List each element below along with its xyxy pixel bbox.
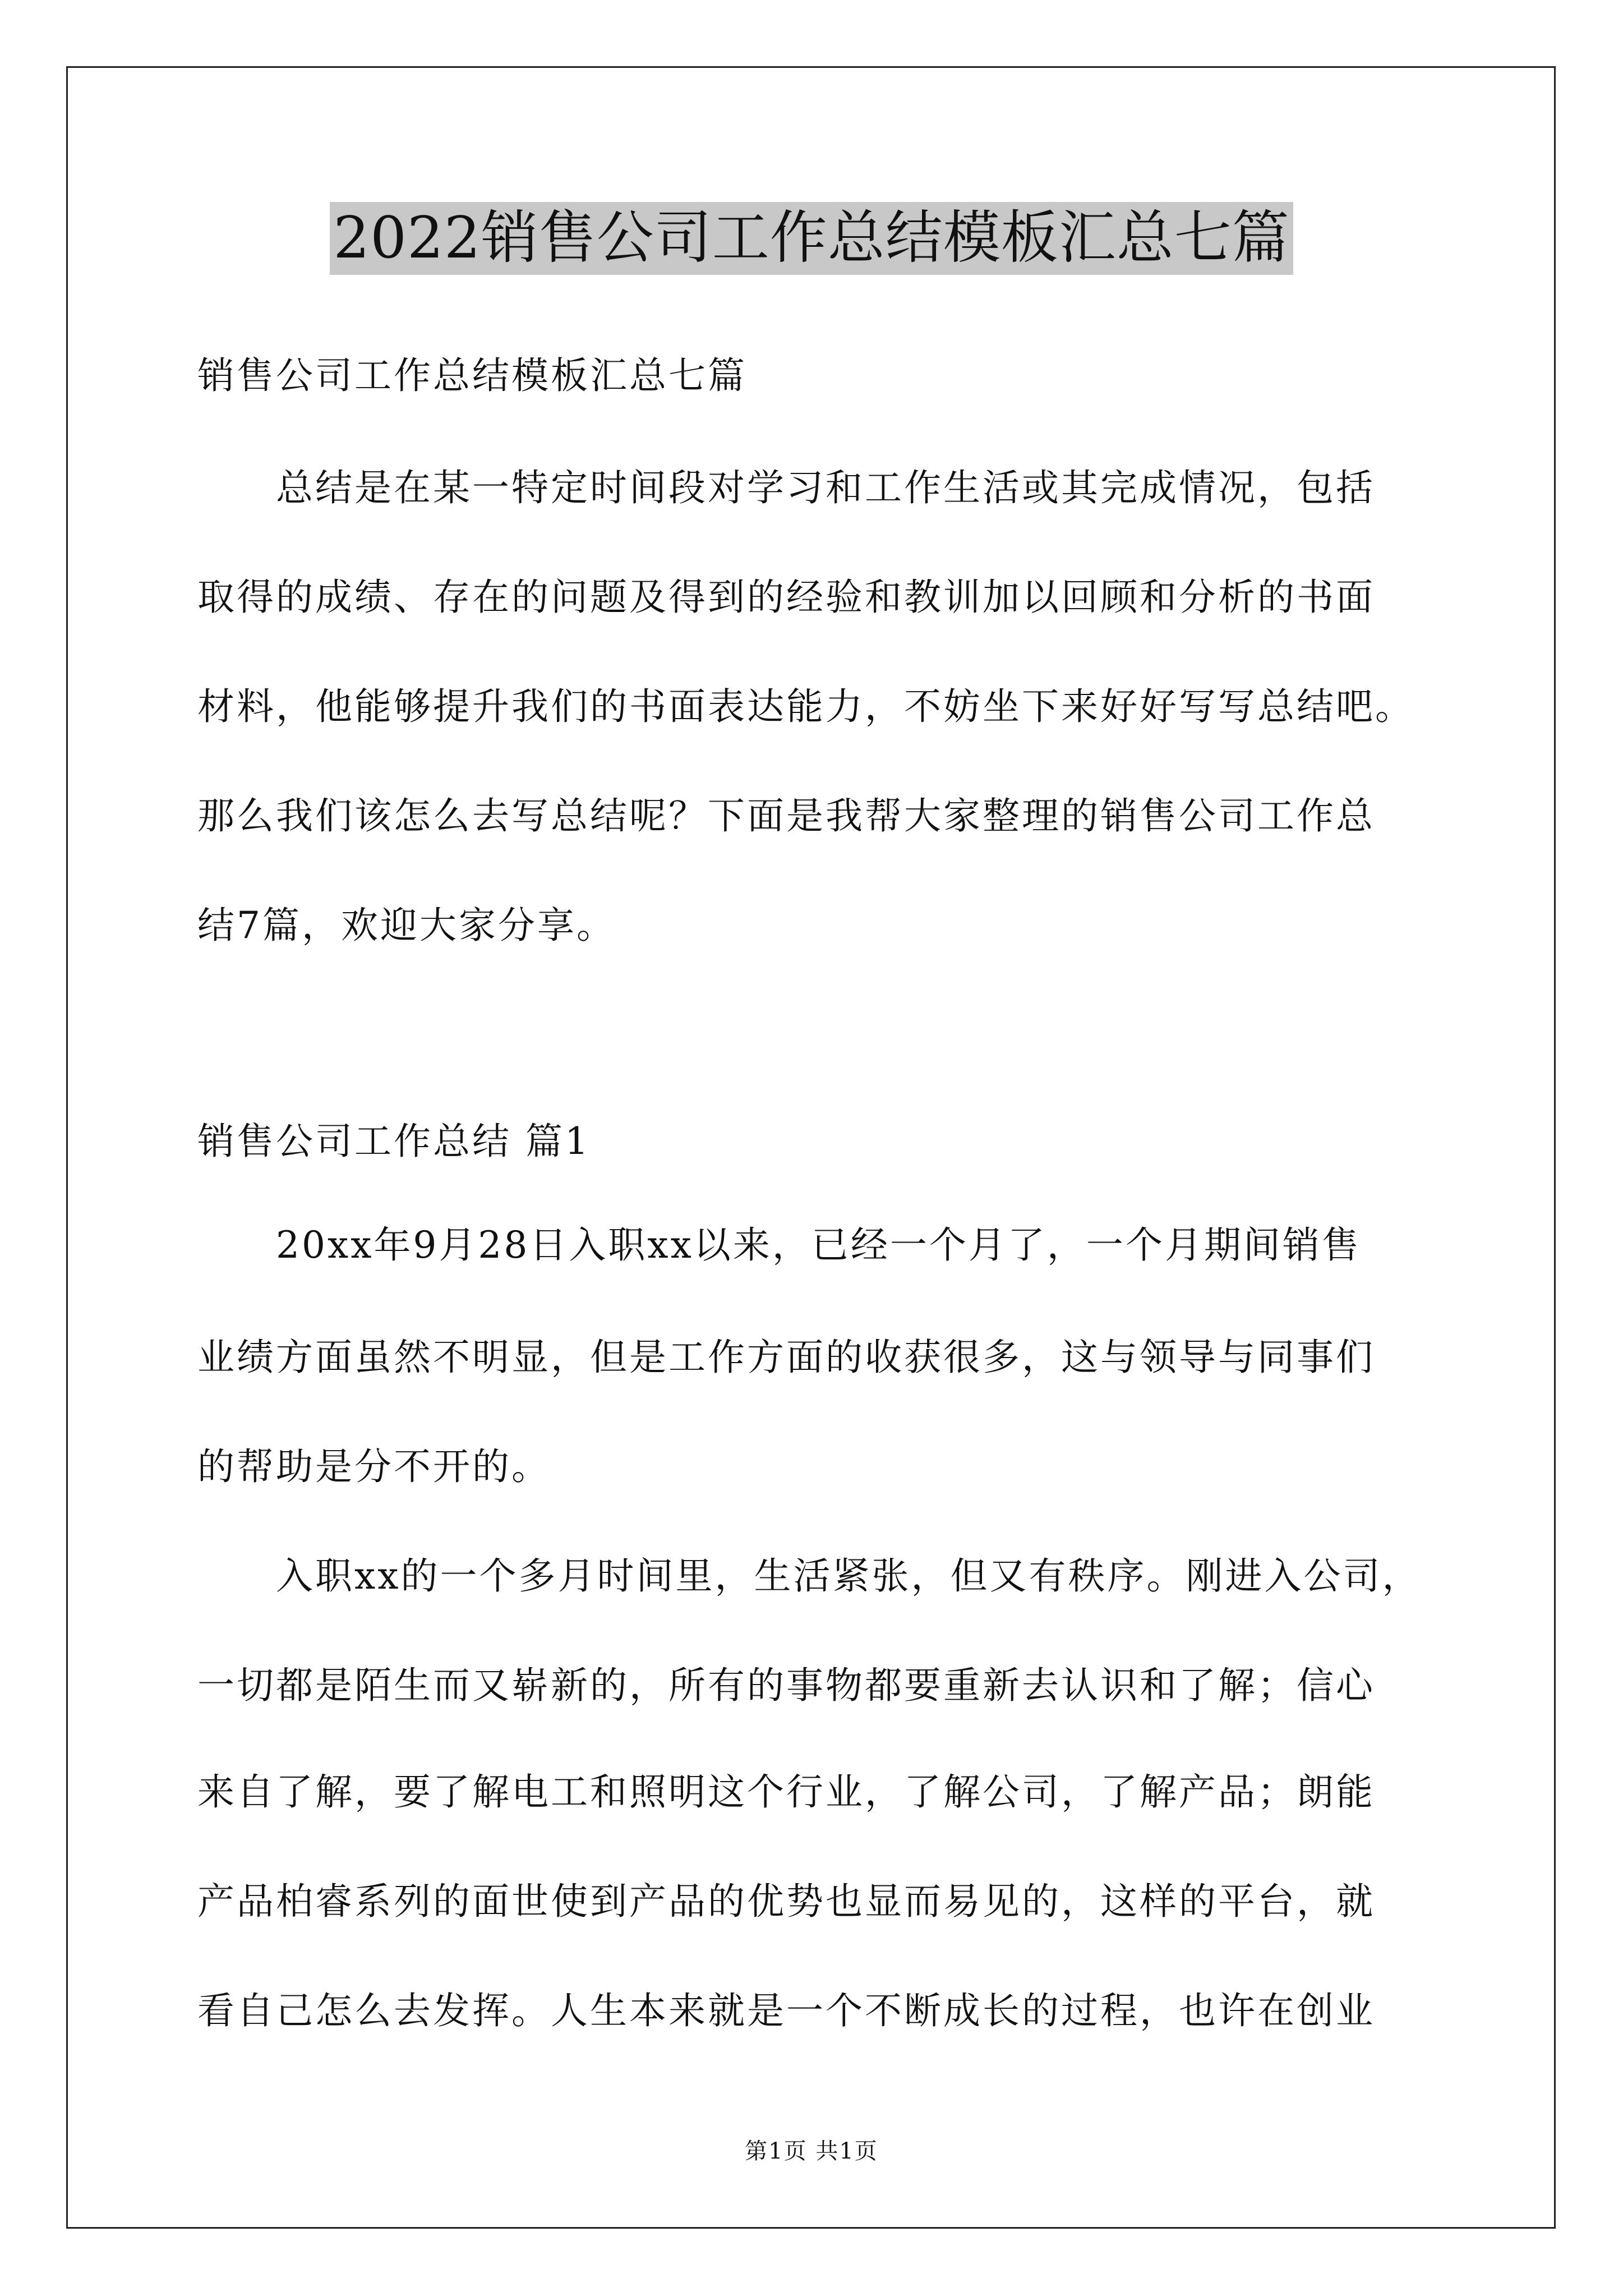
intro-line: 结7篇，欢迎大家分享。: [197, 904, 616, 947]
page-footer: 第1页 共1页: [745, 2138, 878, 2164]
intro-line: 取得的成绩、存在的问题及得到的经验和教训加以回顾和分析的书面: [197, 576, 1375, 619]
paragraph-line: 20xx年9月28日入职xx以来，已经一个月了，一个月期间销售: [276, 1223, 1361, 1267]
paragraph-line: 一切都是陌生而又崭新的，所有的事物都要重新去认识和了解；信心: [197, 1664, 1375, 1707]
subtitle: 销售公司工作总结模板汇总七篇: [197, 354, 747, 397]
paragraph-line: 产品柏睿系列的面世使到产品的优势也显而易见的，这样的平台，就: [197, 1880, 1375, 1923]
document-title-text: 2022销售公司工作总结模板汇总七篇: [330, 202, 1293, 275]
section-heading: 销售公司工作总结 篇1: [197, 1120, 591, 1163]
paragraph-line: 入职xx的一个多月时间里，生活紧张，但又有秩序。刚进入公司，: [276, 1554, 1422, 1598]
intro-line: 那么我们该怎么去写总结呢？下面是我帮大家整理的销售公司工作总: [197, 794, 1375, 838]
paragraph-line: 看自己怎么去发挥。人生本来就是一个不断成长的过程，也许在创业: [197, 1989, 1375, 2032]
paragraph-line: 来自了解，要了解电工和照明这个行业，了解公司，了解产品；朗能: [197, 1770, 1375, 1814]
paragraph-line: 的帮助是分不开的。: [197, 1445, 551, 1488]
intro-line: 材料，他能够提升我们的书面表达能力，不妨坐下来好好写写总结吧。: [197, 685, 1414, 728]
paragraph-line: 业绩方面虽然不明显，但是工作方面的收获很多，这与领导与同事们: [197, 1336, 1375, 1379]
intro-line: 总结是在某一特定时间段对学习和工作生活或其完成情况，包括: [276, 466, 1375, 509]
document-title: [0, 202, 1623, 275]
